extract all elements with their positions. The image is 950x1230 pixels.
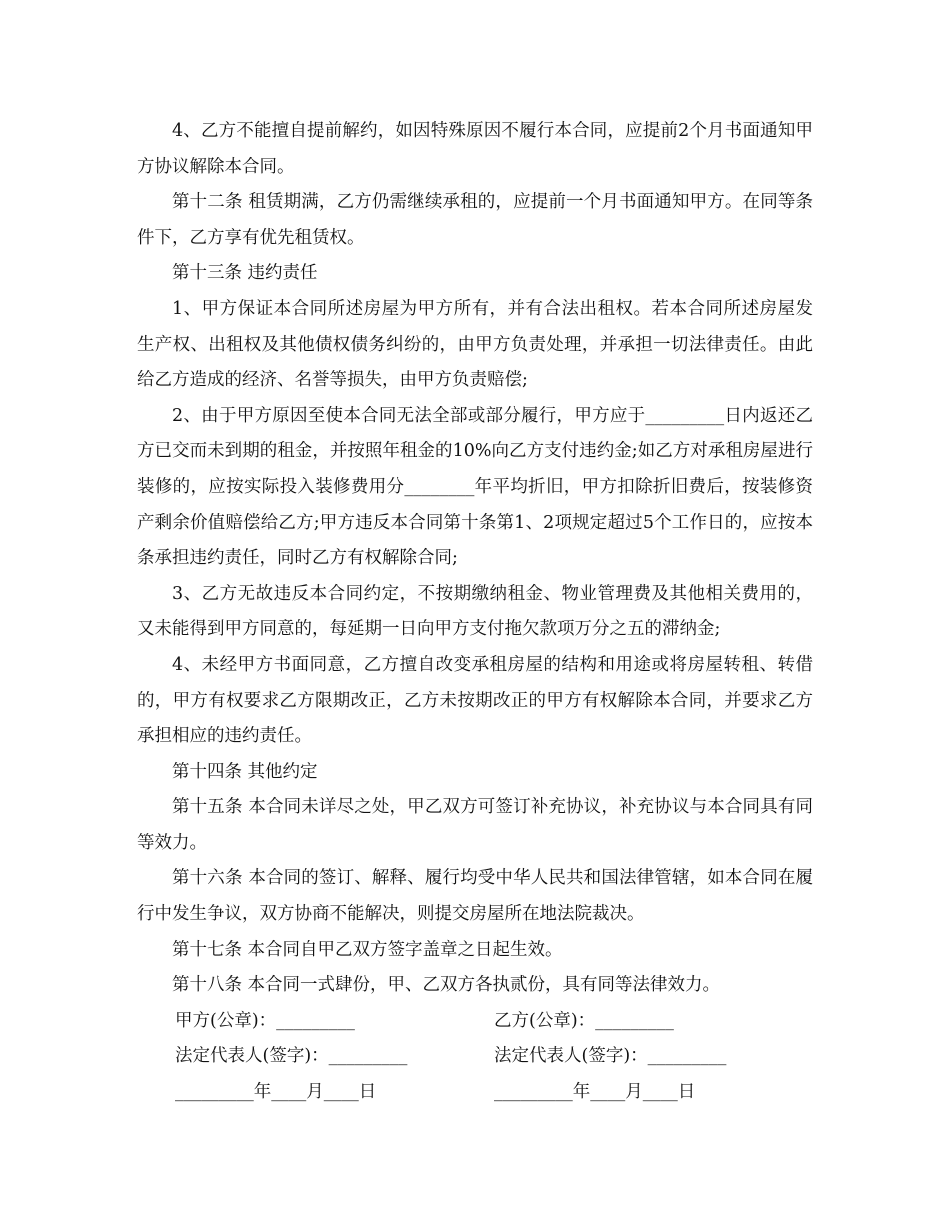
article-13-item-3: 3、乙方无故违反本合同约定，不按期缴纳租金、物业管理费及其他相关费用的，又未能得到甲方同意的，每延期一日向甲方支付拖欠款项万分之五的滞纳金; xyxy=(137,583,813,640)
article-12-renewal: 第十二条 租赁期满，乙方仍需继续承租的，应提前一个月书面通知甲方。在同等条件下，乙方享有优先租赁权。 xyxy=(137,192,813,248)
signature-row-date xyxy=(137,1075,813,1111)
party-b-seal-field: 乙方(公章)：_________ xyxy=(494,1010,674,1031)
article-13-item-4: 4、未经甲方书面同意，乙方擅自改变承租房屋的结构和用途或将房屋转租、转借的，甲方有权要求乙方限期改正，乙方未按期改正的甲方有权解除本合同，并要求乙方承担相应的违约责任。 xyxy=(137,654,813,747)
article-13-heading: 第十三条 违约责任 xyxy=(172,263,318,284)
article-18: 第十八条 本合同一式肆份，甲、乙双方各执贰份，具有同等法律效力。 xyxy=(172,975,721,996)
article-17: 第十七条 本合同自甲乙双方签字盖章之日起生效。 xyxy=(172,939,563,960)
party-b-representative-field: 法定代表人(签字)：_________ xyxy=(494,1046,727,1067)
article-15: 第十五条 本合同未详尽之处，甲乙双方可签订补充协议，补充协议与本合同具有同等效力。 xyxy=(137,797,813,853)
article-14-heading: 第十四条 其他约定 xyxy=(172,761,318,782)
party-b-date-field: _________年____月____日 xyxy=(494,1082,696,1103)
party-a-seal-field: 甲方(公章)：_________ xyxy=(175,1010,355,1031)
party-a-date-field: _________年____月____日 xyxy=(175,1082,377,1103)
article-16: 第十六条 本合同的签订、解释、履行均受中华人民共和国法律管辖，如本合同在履行中发生争议，双方协商不能解决，则提交房屋所在地法院裁决。 xyxy=(137,868,813,925)
party-a-representative-field: 法定代表人(签字)：_________ xyxy=(175,1046,408,1067)
article-13-item-2: 2、由于甲方原因至使本合同无法全部或部分履行，甲方应于_________日内返还乙方已交而未到期的租金，并按照年租金的10%向乙方支付违约金;如乙方对承租房屋进行装修的，应按实际投入装修费用分________年平均折旧，甲方扣除折旧费后，按装修资产剩余价值赔偿给乙方;甲方违反本合同第十条第1、2项规定超过5个工作日的，应按本条承担违约责任，同时乙方有权解除合同; xyxy=(137,405,813,569)
signature-row-seal xyxy=(137,1004,813,1040)
contract-body xyxy=(137,114,813,1111)
signature-row-representative xyxy=(137,1039,813,1075)
clause-4-early-termination: 4、乙方不能擅自提前解约，如因特殊原因不履行本合同，应提前2个月书面通知甲方协议解除本合同。 xyxy=(137,121,813,177)
article-13-item-1: 1、甲方保证本合同所述房屋为甲方所有，并有合法出租权。若本合同所述房屋发生产权、出租权及其他债权债务纠纷的，由甲方负责处理，并承担一切法律责任。由此给乙方造成的经济、名誉等损失，由甲方负责赔偿; xyxy=(137,298,813,391)
